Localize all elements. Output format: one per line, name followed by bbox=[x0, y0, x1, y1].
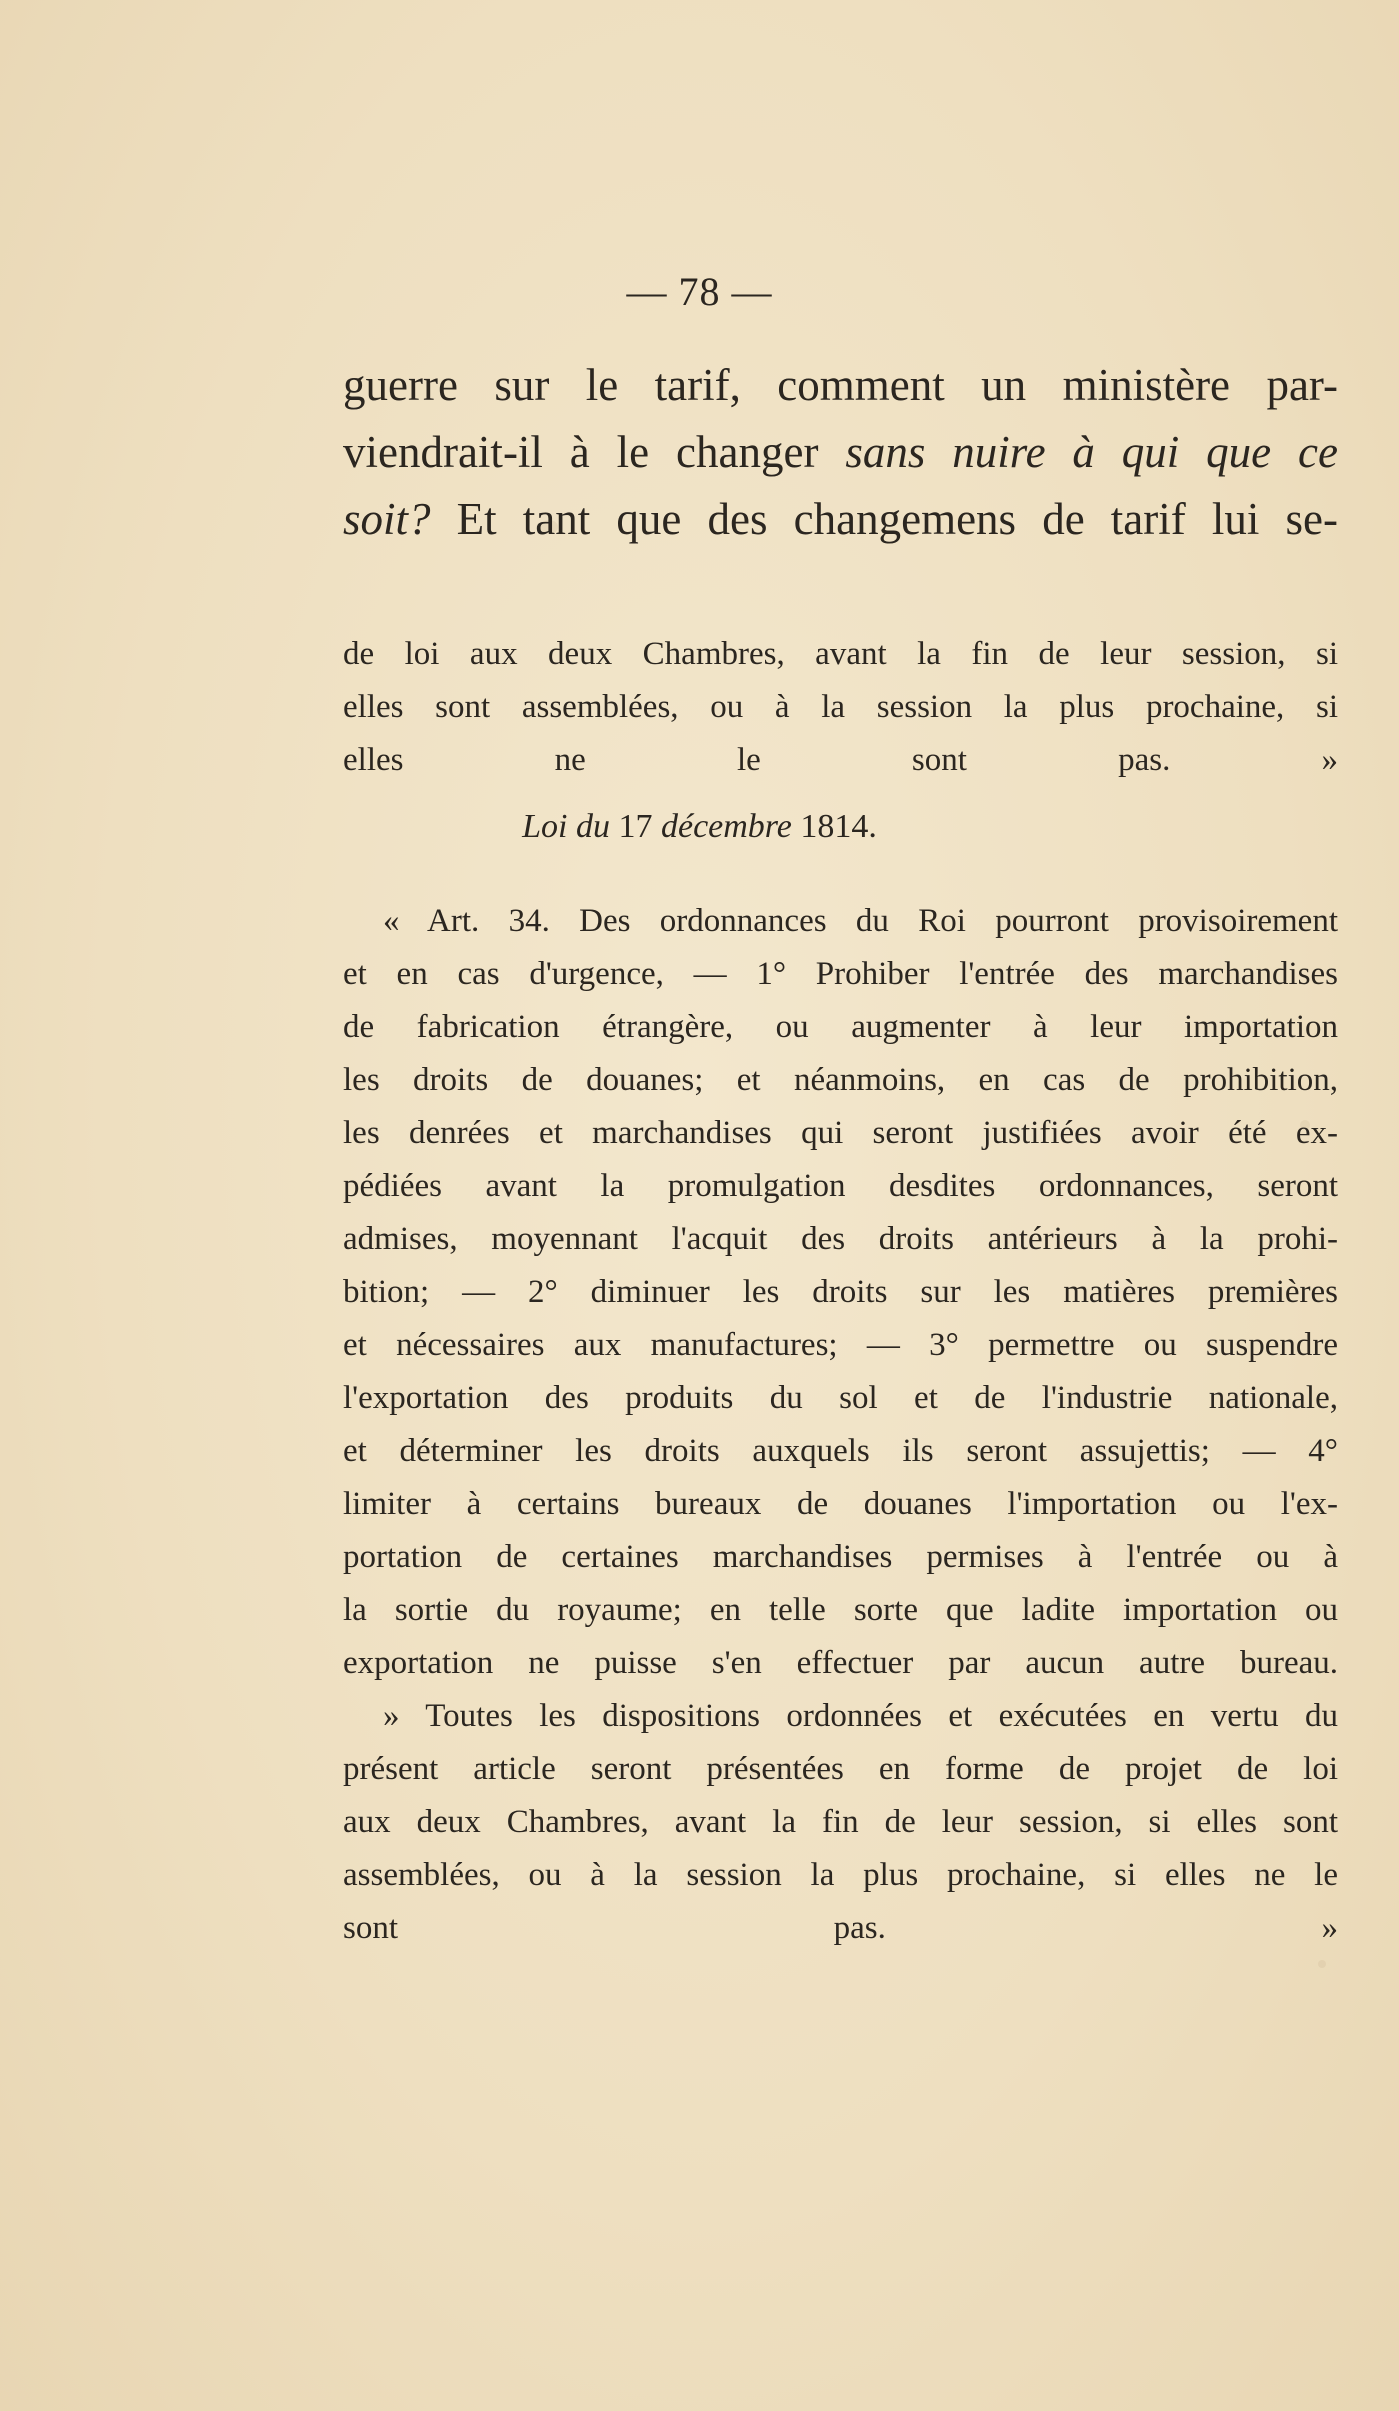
block1-line: de loi aux deux Chambres, avant la fin de leur session, si bbox=[343, 636, 1338, 672]
article-line: les denrées et marchandises qui seront justifiées avoir été ex- bbox=[343, 1115, 1338, 1151]
block1-line: elles sont assemblées, ou à la session la plus prochaine, si bbox=[343, 689, 1338, 725]
lead-line-1-text: guerre sur le tarif, comment un ministère par- bbox=[343, 360, 1338, 410]
article-line: » Toutes les dispositions ordonnées et exécutées en vertu du bbox=[383, 1698, 1338, 1734]
article-line: aux deux Chambres, avant la fin de leur session, si elles sont bbox=[343, 1804, 1338, 1840]
article-line: de fabrication étrangère, ou augmenter à leur importation bbox=[343, 1009, 1338, 1045]
block1-line: elles ne le sont pas. » bbox=[343, 742, 1338, 778]
article-line: l'exportation des produits du sol et de l'industrie nationale, bbox=[343, 1380, 1338, 1416]
lead-line-1 bbox=[343, 352, 1338, 419]
lead-line-2 bbox=[343, 419, 1338, 486]
article-line: et en cas d'urgence, — 1° Prohiber l'entrée des marchandises bbox=[343, 956, 1338, 992]
article-line: exportation ne puisse s'en effectuer par aucun autre bureau. bbox=[343, 1645, 1338, 1681]
heading-italic: Loi du bbox=[522, 808, 610, 845]
article-line: sont pas. » bbox=[343, 1910, 1338, 1946]
article-line: la sortie du royaume; en telle sorte que ladite importation ou bbox=[343, 1592, 1338, 1628]
section-heading bbox=[0, 808, 1399, 846]
lead-line-3-rest: Et tant que des changemens de tarif lui se- bbox=[430, 494, 1338, 544]
article-line: et nécessaires aux manufactures; — 3° permettre ou suspendre bbox=[343, 1327, 1338, 1363]
article-line: limiter à certains bureaux de douanes l'importation ou l'ex- bbox=[343, 1486, 1338, 1522]
page-number: — 78 — bbox=[626, 269, 773, 314]
article-line: pédiées avant la promulgation desdites ordonnances, seront bbox=[343, 1168, 1338, 1204]
article-line: « Art. 34. Des ordonnances du Roi pourront provisoirement bbox=[383, 903, 1338, 939]
paper-blemish bbox=[1318, 1960, 1326, 1968]
heading-month: décembre bbox=[660, 808, 792, 845]
article-line: les droits de douanes; et néanmoins, en cas de prohibition, bbox=[343, 1062, 1338, 1098]
article-line: assemblées, ou à la session la plus prochaine, si elles ne le bbox=[343, 1857, 1338, 1893]
lead-line-2-start: viendrait-il à le changer bbox=[343, 427, 846, 477]
lead-line-3 bbox=[343, 486, 1338, 553]
lead-line-2-italic: sans nuire à qui que ce bbox=[845, 427, 1338, 477]
quoted-paragraph-1 bbox=[343, 628, 1338, 787]
article-line: admises, moyennant l'acquit des droits antérieurs à la prohi- bbox=[343, 1221, 1338, 1257]
lead-paragraph bbox=[343, 352, 1338, 553]
article-line: bition; — 2° diminuer les droits sur les matières premières bbox=[343, 1274, 1338, 1310]
lead-line-3-italic: soit? bbox=[343, 494, 431, 544]
heading-day: 17 bbox=[618, 808, 653, 845]
heading-year: 1814. bbox=[800, 808, 877, 845]
article-line: présent article seront présentées en forme de projet de loi bbox=[343, 1751, 1338, 1787]
article-line: portation de certaines marchandises permises à l'entrée ou à bbox=[343, 1539, 1338, 1575]
article-line: et déterminer les droits auxquels ils seront assujettis; — 4° bbox=[343, 1433, 1338, 1469]
article-34-paragraph bbox=[343, 895, 1338, 1955]
